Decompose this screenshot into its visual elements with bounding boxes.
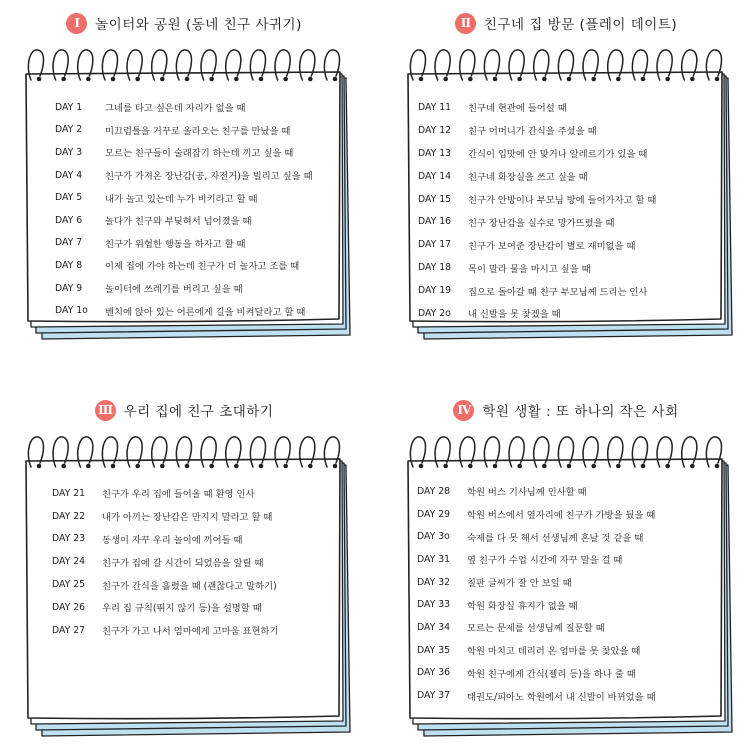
day-label: DAY 25 xyxy=(52,579,86,591)
section-4-header xyxy=(390,395,742,425)
day-label: DAY 29 xyxy=(417,508,451,520)
list-item xyxy=(55,232,355,255)
day-label: DAY 11 xyxy=(418,101,452,113)
entry-text: 모르는 친구들이 술래잡기 하는데 끼고 싶을 때 xyxy=(105,148,294,160)
day-label: DAY 7 xyxy=(55,237,83,249)
section-4 xyxy=(390,395,742,745)
section-1-title: 놀이터와 공원 (동네 친구 사귀기) xyxy=(95,17,302,33)
entry-text: 친구가 가져온 장난감(공, 자전거)을 빌리고 싶을 때 xyxy=(105,171,313,183)
list-item xyxy=(417,616,739,639)
day-label: DAY 16 xyxy=(418,216,452,228)
day-label: DAY 24 xyxy=(52,556,86,568)
day-label: DAY 37 xyxy=(417,690,451,702)
day-label: DAY 2o xyxy=(418,307,451,319)
list-item xyxy=(55,186,355,209)
day-label: DAY 36 xyxy=(417,667,451,679)
list-item xyxy=(418,119,738,142)
entry-text: 학원 버스 기사님께 인사할 때 xyxy=(467,487,587,499)
entry-text: 놀이터에 쓰레기를 버리고 싶을 때 xyxy=(105,284,243,296)
list-item xyxy=(55,299,355,322)
entry-text: 미끄럼틀을 거꾸로 올라오는 친구를 만났을 때 xyxy=(105,125,291,137)
list-item xyxy=(417,593,739,616)
day-label: DAY 31 xyxy=(417,553,451,565)
list-item xyxy=(55,277,355,300)
section-1-header xyxy=(8,8,360,38)
day-label: DAY 5 xyxy=(55,192,83,204)
day-label: DAY 1 xyxy=(55,101,83,113)
list-item xyxy=(418,96,738,119)
entry-list xyxy=(52,482,352,642)
day-label: DAY 1o xyxy=(55,305,88,317)
notepad-4 xyxy=(390,425,742,740)
roman-numeral-badge: IV xyxy=(453,400,474,421)
entry-text: 학원 마치고 데리러 온 엄마를 못 찾았을 때 xyxy=(467,646,641,658)
day-label: DAY 13 xyxy=(418,147,452,159)
section-2-header xyxy=(390,8,742,38)
day-label: DAY 34 xyxy=(417,621,451,633)
entry-text: 옆 친구가 수업 시간에 자꾸 말을 걸 때 xyxy=(467,555,623,567)
entry-text: 이제 집에 가야 하는데 친구가 더 놀자고 조를 때 xyxy=(105,261,300,273)
entry-text: 목이 말라 물을 마시고 싶을 때 xyxy=(468,263,591,275)
list-item xyxy=(55,209,355,232)
day-label: DAY 22 xyxy=(52,510,86,522)
entry-text: 벤치에 앉아 있는 어른에게 길을 비켜달라고 할 때 xyxy=(105,306,306,318)
list-item xyxy=(52,619,352,642)
entry-text: 학원 버스에서 옆자리에 친구가 가방을 뒀을 때 xyxy=(467,510,656,522)
list-item xyxy=(418,256,738,279)
entry-text: 숙제를 다 못 해서 선생님께 혼날 것 같을 때 xyxy=(467,532,644,544)
list-item xyxy=(418,165,738,188)
list-item xyxy=(418,210,738,233)
list-item xyxy=(52,505,352,528)
list-item xyxy=(417,548,739,571)
day-label: DAY 17 xyxy=(418,239,452,251)
entry-text: 칠판 글씨가 잘 안 보일 때 xyxy=(467,578,572,590)
list-item xyxy=(417,639,739,662)
entry-text: 간식이 입맛에 안 맞거나 알레르기가 있을 때 xyxy=(468,149,648,161)
entry-text: 친구가 위험한 행동을 하자고 할 때 xyxy=(105,238,246,250)
entry-text: 친구 장난감을 실수로 망가뜨렸을 때 xyxy=(468,217,615,229)
roman-numeral-badge: II xyxy=(455,13,476,34)
day-label: DAY 26 xyxy=(52,601,86,613)
section-1 xyxy=(8,8,360,348)
list-item xyxy=(417,503,739,526)
list-item xyxy=(417,684,739,707)
entry-text: 우리 집 규칙(뛰지 않기 등)을 설명할 때 xyxy=(102,603,262,615)
list-item xyxy=(418,279,738,302)
entry-text: 학원 화장실 휴지가 없을 때 xyxy=(467,600,578,612)
entry-text: 집으로 돌아갈 때 친구 부모님께 드리는 인사 xyxy=(468,286,648,298)
entry-text: 친구네 화장실을 쓰고 싶을 때 xyxy=(468,172,588,184)
section-3-header xyxy=(8,395,360,425)
day-label: DAY 14 xyxy=(418,170,452,182)
day-label: DAY 19 xyxy=(418,285,452,297)
entry-text: 친구가 안방이나 부모님 방에 들어가자고 할 때 xyxy=(468,195,657,206)
list-item xyxy=(417,480,739,503)
entry-list xyxy=(418,96,738,325)
entry-list xyxy=(417,480,739,707)
entry-text: 친구가 우리 집에 들어올 때 환영 인사 xyxy=(102,489,255,501)
day-label: DAY 23 xyxy=(52,533,86,545)
section-2 xyxy=(390,8,742,348)
day-label: DAY 3 xyxy=(55,146,83,158)
section-3-title: 우리 집에 친구 초대하기 xyxy=(123,404,274,420)
list-item xyxy=(418,188,738,211)
entry-text: 친구가 가고 나서 엄마에게 고마움 표현하기 xyxy=(102,626,279,638)
day-label: DAY 3o xyxy=(417,531,450,543)
entry-text: 친구가 보여준 장난감이 별로 재미없을 때 xyxy=(468,240,636,252)
day-label: DAY 18 xyxy=(418,262,452,274)
day-label: DAY 12 xyxy=(418,124,452,136)
list-item xyxy=(417,662,739,685)
entry-text: 내 신발을 못 찾겠을 때 xyxy=(468,309,561,321)
entry-list xyxy=(55,96,355,322)
entry-text: 친구가 집에 갈 시간이 되었음을 알릴 때 xyxy=(102,557,264,569)
day-label: DAY 4 xyxy=(55,169,83,181)
day-label: DAY 2 xyxy=(55,124,83,136)
section-3 xyxy=(8,395,360,745)
entry-text: 놀다가 친구와 부딪혀서 넘어졌을 때 xyxy=(105,216,252,228)
entry-text: 내가 놀고 있는데 누가 비키라고 할 때 xyxy=(105,193,258,205)
day-label: DAY 35 xyxy=(417,644,451,656)
notepad-1 xyxy=(8,38,360,343)
entry-text: 모르는 문제를 선생님께 질문할 때 xyxy=(467,623,605,635)
list-item xyxy=(55,96,355,119)
list-item xyxy=(55,141,355,164)
list-item xyxy=(418,302,738,325)
entry-text: 친구네 현관에 들어설 때 xyxy=(468,103,567,115)
entry-text: 내가 아끼는 장난감은 만지지 말라고 할 때 xyxy=(102,512,273,524)
entry-text: 동생이 자꾸 우리 놀이에 끼어들 때 xyxy=(102,534,243,546)
entry-text: 친구 어머니가 간식을 주셨을 때 xyxy=(468,126,597,138)
entry-text: 태권도/피아노 학원에서 내 신발이 바뀌었을 때 xyxy=(467,691,656,703)
day-label: DAY 15 xyxy=(418,193,452,205)
section-4-title: 학원 생활 : 또 하나의 작은 사회 xyxy=(482,404,679,420)
list-item xyxy=(418,233,738,256)
list-item xyxy=(55,254,355,277)
list-item xyxy=(52,596,352,619)
day-label: DAY 21 xyxy=(52,487,86,499)
day-label: DAY 28 xyxy=(417,485,451,497)
entry-text: 친구가 간식을 흘렸을 때 (괜찮다고 말하기) xyxy=(102,580,277,592)
day-label: DAY 6 xyxy=(55,214,83,226)
entry-text: 학원 친구에게 간식(젤리 등)을 하나 줄 때 xyxy=(467,668,636,680)
day-label: DAY 8 xyxy=(55,259,83,271)
entry-text: 그네를 타고 싶은데 자리가 없을 때 xyxy=(105,103,246,115)
list-item xyxy=(417,571,739,594)
list-item xyxy=(55,119,355,142)
day-label: DAY 33 xyxy=(417,599,451,611)
list-item xyxy=(417,525,739,548)
day-label: DAY 27 xyxy=(52,624,86,636)
list-item xyxy=(52,550,352,573)
list-item xyxy=(55,164,355,187)
roman-numeral-badge: III xyxy=(95,400,116,421)
roman-numeral-badge: I xyxy=(66,13,87,34)
notepad-2 xyxy=(390,38,742,343)
day-label: DAY 32 xyxy=(417,576,451,588)
day-label: DAY 9 xyxy=(55,282,83,294)
notepad-3 xyxy=(8,425,360,740)
list-item xyxy=(418,142,738,165)
section-2-title: 친구네 집 방문 (플레이 데이트) xyxy=(483,17,678,33)
list-item xyxy=(52,482,352,505)
list-item xyxy=(52,573,352,596)
list-item xyxy=(52,528,352,551)
